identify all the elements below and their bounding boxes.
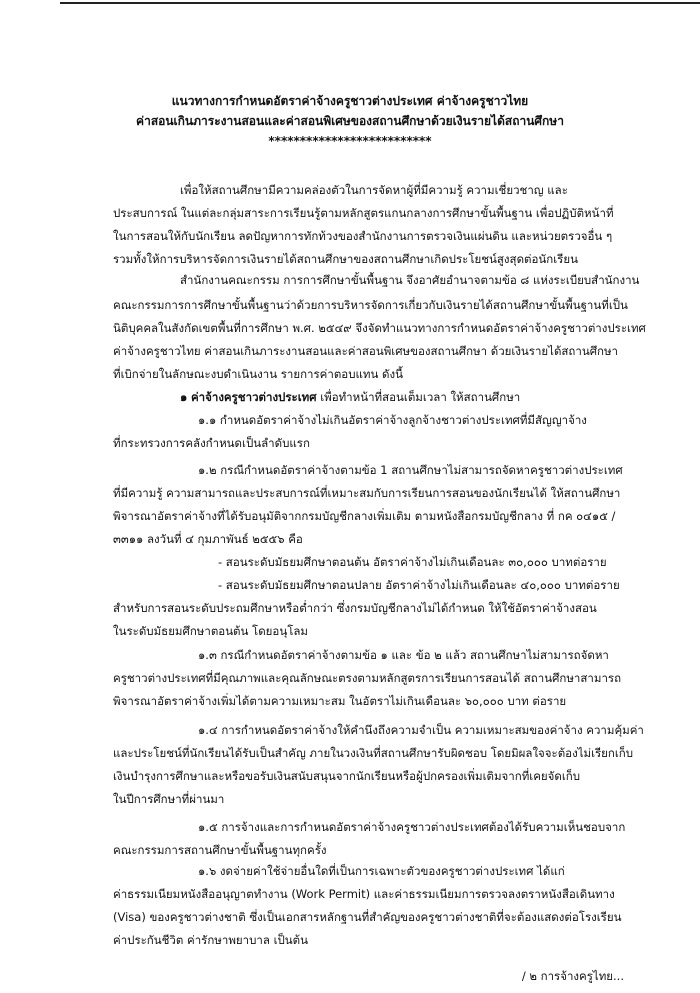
item-1-5-line: ๑.๕ การจ้างและการกำหนดอัตราค่าจ้างครูชาวต่างประเทศต้องได้รับความเห็นชอบจาก xyxy=(198,820,626,834)
item-1-2-bullet-line: - สอนระดับมัธยมศึกษาตอนต้น อัตราค่าจ้างไม่เกินเดือนละ ๓๐,๐๐๐ บาทต่อราย xyxy=(218,555,607,569)
item-1-2-bullet-line: - สอนระดับมัธยมศึกษาตอนปลาย อัตราค่าจ้างไม่เกินเดือนละ ๔๐,๐๐๐ บาทต่อราย xyxy=(218,578,620,592)
paragraph-2-line: ค่าจ้างครูชาวไทย ค่าสอนเกินภาระงานสอนและค่าสอนพิเศษของสถานศึกษา ด้วยเงินรายได้สถานศึกษา xyxy=(113,344,619,358)
item-1-6-line: ค่าประกันชีวิต ค่ารักษาพยาบาล เป็นต้น xyxy=(113,933,309,947)
paragraph-2-line: ที่เบิกจ่ายในลักษณะงบดำเนินงาน รายการค่าตอบแทน ดังนี้ xyxy=(113,367,403,381)
item-1-6-line: ค่าธรรมเนียมหนังสืออนุญาตทำงาน (Work Permit) และค่าธรรมเนียมการตรวจลงตราหนังสือเดินทาง xyxy=(113,887,615,901)
item-1-2-line: ที่มีความรู้ ความสามารถและประสบการณ์ที่เหมาะสมกับการเรียนการสอนของนักเรียนได้ ให้สถานศึกษา xyxy=(113,486,621,500)
item-1-2-line: ๓๓๑๑ ลงวันที่ ๔ กุมภาพันธ์ ๒๕๕๖ คือ xyxy=(113,532,303,546)
paragraph-2-line: นิติบุคคลในสังกัดเขตพื้นที่การศึกษา พ.ศ. ๒๕๔๙ จึงจัดทำแนวทางการกำหนดอัตราค่าจ้างครูชาวต่างประเทศ xyxy=(113,321,646,335)
item-1-5-line: คณะกรรมการสถานศึกษาขั้นพื้นฐานทุกครั้ง xyxy=(113,843,327,857)
item-1-4-line: ๑.๔ การกำหนดอัตราค่าจ้างให้คำนึงถึงความจำเป็น ความเหมาะสมของค่าจ้าง ความคุ้มค่า xyxy=(198,723,644,737)
paragraph-1-line: ในการสอนให้กับนักเรียน ลดปัญหาการทักท้วงของสำนักงานการตรวจเงินแผ่นดิน และหน่วยตรวจอื่น ๆ xyxy=(113,229,613,243)
item-1-1-line: ๑.๑ กำหนดอัตราค่าจ้างไม่เกินอัตราค่าจ้างลูกจ้างชาวต่างประเทศที่มีสัญญาจ้าง xyxy=(198,413,587,427)
item-1-2-line: ๑.๒ กรณีกำหนดอัตราค่าจ้างตามข้อ 1 สถานศึกษาไม่สามารถจัดหาครูชาวต่างประเทศ xyxy=(198,463,623,477)
item-1-4-line: และประโยชน์ที่นักเรียนได้รับเป็นสำคัญ ภายในวงเงินที่สถานศึกษารับผิดชอบ โดยมิผลใจจะต้องไม่เรียกเก็บ xyxy=(113,746,634,760)
item-1-4-line: ในปีการศึกษาที่ผ่านมา xyxy=(113,792,225,806)
paragraph-2-line: คณะกรรมการการศึกษาขั้นพื้นฐานว่าด้วยการบริหารจัดการเกี่ยวกับเงินรายได้สถานศึกษาขั้นพื้นฐานที่เป็น xyxy=(113,298,628,312)
item-1-2-line: สำหรับการสอนระดับประถมศึกษาหรือต่ำกว่า ซึ่งกรมบัญชีกลางไม่ได้กำหนด ให้ใช้อัตราค่าจ้างสอน xyxy=(113,601,597,615)
item-1-6-line: (Visa) ของครูชาวต่างชาติ ซึ่งเป็นเอกสารหลักฐานที่สำคัญของครูชาวต่างชาติที่จะต้องแสดงต่อโรงเรียน xyxy=(113,910,622,924)
paragraph-1-line: รวมทั้งให้การบริหารจัดการเงินรายได้สถานศึกษาของสถานศึกษาเกิดประโยชน์สูงสุดต่อนักเรียน xyxy=(113,252,578,266)
section-1-title: ค่าจ้างครูชาวต่างประเทศ xyxy=(190,390,317,404)
paragraph-1-line: ประสบการณ์ ในแต่ละกลุ่มสาระการเรียนรู้ตามหลักสูตรแกนกลางการศึกษาขั้นพื้นฐาน เพื่อปฏิบัติหน้าที่ xyxy=(113,206,614,220)
item-1-1-line: ที่กระทรวงการคลังกำหนดเป็นลำดับแรก xyxy=(113,436,310,450)
item-1-4-line: เงินบำรุงการศึกษาและหรือขอรับเงินสนับสนุนจากนักเรียนหรือผู้ปกครองเพิ่มเติมจากที่เคยจัดเก็บ xyxy=(113,769,581,783)
item-1-3-line: ๑.๓ กรณีกำหนดอัตราค่าจ้างตามข้อ ๑ และ ข้อ ๒ แล้ว สถานศึกษาไม่สามารถจัดหา xyxy=(198,648,609,662)
section-1-heading xyxy=(180,390,520,404)
item-1-3-line: ครูชาวต่างประเทศที่มีคุณภาพและคุณลักษณะตรงตามหลักสูตรการเรียนการสอนได้ สถานศึกษาสามารถ xyxy=(113,671,622,685)
section-1-number: ๑ xyxy=(180,390,188,404)
paragraph-1-line: เพื่อให้สถานศึกษามีความคล่องตัวในการจัดหาผู้ที่มีความรู้ ความเชี่ยวชาญ และ xyxy=(180,183,568,197)
document-title-stars: ************************** xyxy=(268,134,432,148)
item-1-3-line: พิจารณาอัตราค่าจ้างเพิ่มได้ตามความเหมาะสม ในอัตราไม่เกินเดือนละ ๖๐,๐๐๐ บาท ต่อราย xyxy=(113,694,567,708)
section-1-title-rest: เพื่อทำหน้าที่สอนเต็มเวลา ให้สถานศึกษา xyxy=(320,390,521,404)
item-1-2-line: ในระดับมัธยมศึกษาตอนต้น โดยอนุโลม xyxy=(113,624,308,638)
item-1-6-line: ๑.๖ งดจ่ายค่าใช้จ่ายอื่นใดที่เป็นการเฉพาะตัวของครูชาวต่างประเทศ ได้แก่ xyxy=(198,864,565,878)
document-title-line-1: แนวทางการกำหนดอัตราค่าจ้างครูชาวต่างประเทศ ค่าจ้างครูชาวไทย xyxy=(171,94,529,108)
paragraph-2-line: สำนักงานคณะกรรม การการศึกษาขั้นพื้นฐาน จึงอาศัยอำนาจตามข้อ ๘ แห่งระเบียบสำนักงาน xyxy=(180,273,640,287)
item-1-2-line: พิจารณาอัตราค่าจ้างที่ได้รับอนุมัติจากกรมบัญชีกลางเพิ่มเติม ตามหนังสือกรมบัญชีกลาง ที่ กค ๐๔๑๕ / xyxy=(113,509,616,523)
document-title-line-2: ค่าสอนเกินภาระงานสอนและค่าสอนพิเศษของสถานศึกษาด้วยเงินรายได้สถานศึกษา xyxy=(136,114,564,128)
next-page-footer: / ๒ การจ้างครูไทย... xyxy=(521,969,624,983)
